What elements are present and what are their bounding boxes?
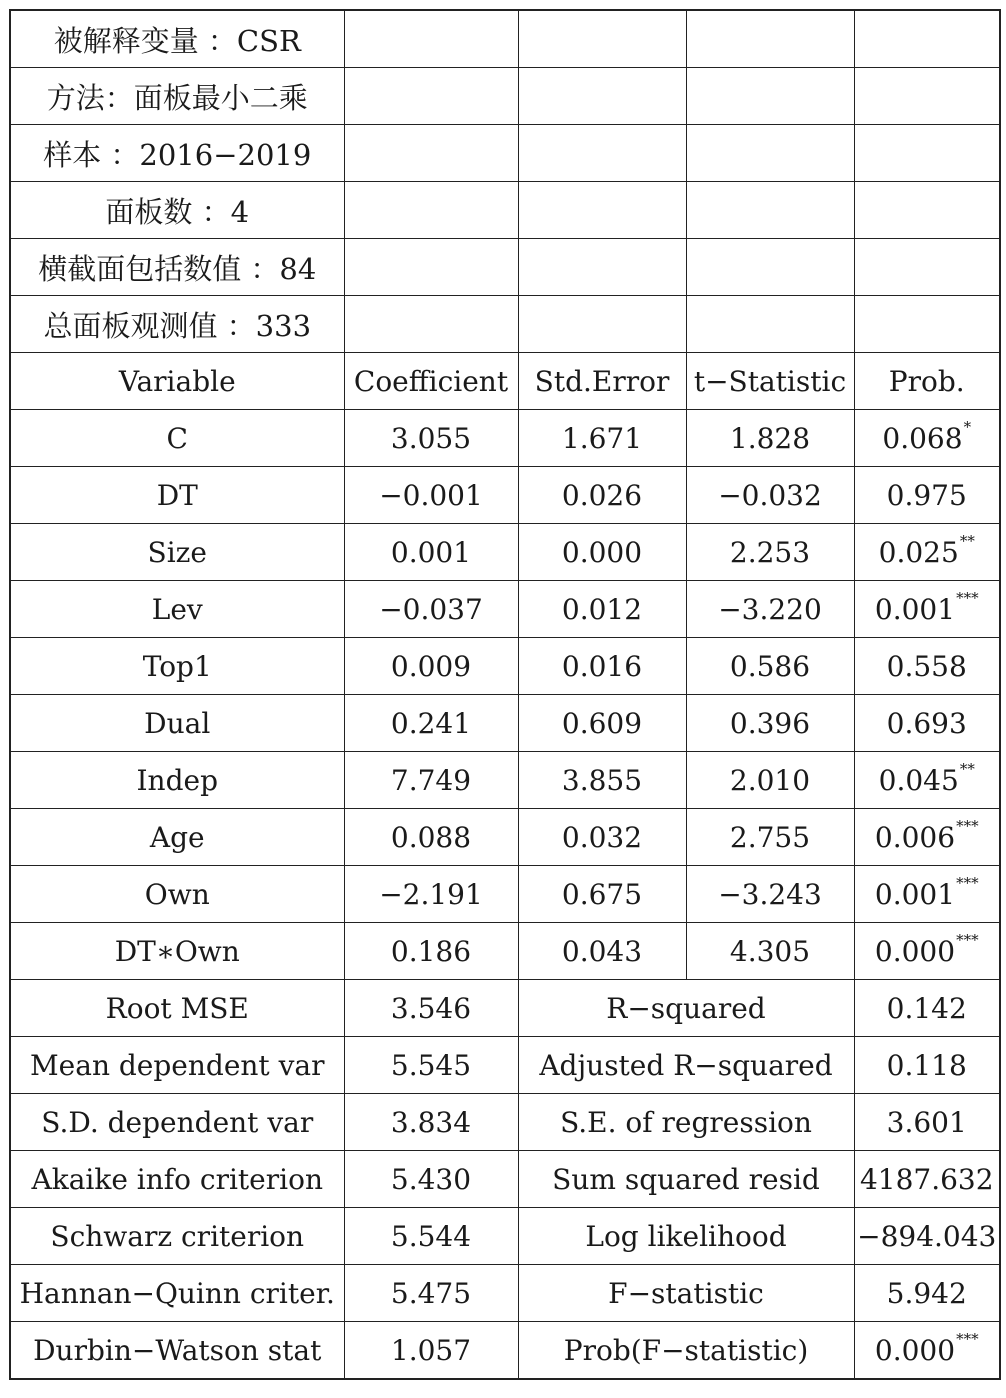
empty-cell <box>686 68 854 125</box>
stat-value-right <box>854 1265 1000 1322</box>
stat-value-right <box>854 1151 1000 1208</box>
prob-value-text: 0.025 <box>878 535 959 569</box>
coefficient-value <box>344 638 518 695</box>
empty-cell <box>686 296 854 353</box>
prob-value <box>854 809 1000 866</box>
stat-label-right-text: Adjusted R−squared <box>539 1048 833 1082</box>
empty-cell <box>344 10 518 68</box>
stat-value-left-text: 3.834 <box>390 1105 472 1139</box>
std-error-value <box>518 638 686 695</box>
std-error-value <box>518 752 686 809</box>
significance-stars: *** <box>956 588 979 607</box>
prob-value <box>854 524 1000 581</box>
stats-row <box>10 980 1000 1037</box>
coefficient-value <box>344 410 518 467</box>
meta-row <box>10 182 1000 239</box>
significance-stars: *** <box>956 1329 979 1348</box>
stat-value-left-text: 1.057 <box>390 1333 472 1367</box>
empty-cell <box>686 239 854 296</box>
prob-value <box>854 923 1000 980</box>
prob-value <box>854 581 1000 638</box>
std-error-value-text: 1.671 <box>561 421 643 455</box>
empty-cell <box>854 296 1000 353</box>
empty-cell <box>686 182 854 239</box>
t-statistic-value <box>686 695 854 752</box>
stat-value-right-text: 3.601 <box>886 1105 967 1139</box>
t-statistic-value-text: 2.253 <box>729 535 811 569</box>
empty-cell <box>518 125 686 182</box>
stat-value-left-text: 5.544 <box>390 1219 472 1253</box>
coefficient-value <box>344 524 518 581</box>
significance-stars: ** <box>959 531 975 550</box>
coefficient-value <box>344 581 518 638</box>
stat-label-left <box>10 1208 344 1265</box>
variable-row <box>10 524 1000 581</box>
std-error-value-text: 0.675 <box>561 877 643 911</box>
stat-value-right-text: 0.118 <box>886 1048 967 1082</box>
variable-name <box>10 809 344 866</box>
t-statistic-value <box>686 410 854 467</box>
std-error-value-text: 0.016 <box>561 649 643 683</box>
stat-label-left <box>10 1322 344 1380</box>
stat-value-left <box>344 1037 518 1094</box>
variable-name <box>10 695 344 752</box>
std-error-value-text: 0.000 <box>561 535 643 569</box>
coefficient-value <box>344 695 518 752</box>
stat-value-right <box>854 1322 1000 1380</box>
prob-value <box>854 638 1000 695</box>
prob-value-text: 0.693 <box>886 706 967 740</box>
significance-stars: ** <box>959 759 975 778</box>
stats-row <box>10 1037 1000 1094</box>
empty-cell <box>854 182 1000 239</box>
significance-stars: *** <box>956 873 979 892</box>
stats-row <box>10 1094 1000 1151</box>
stat-value-right-text: 5.942 <box>886 1276 967 1310</box>
empty-cell <box>518 68 686 125</box>
std-error-value <box>518 923 686 980</box>
stat-label-left <box>10 980 344 1037</box>
stat-label-left-text: Durbin−Watson stat <box>33 1333 322 1367</box>
stats-row <box>10 1208 1000 1265</box>
significance-stars: *** <box>956 816 979 835</box>
variable-name <box>10 752 344 809</box>
regression-table-body <box>10 10 1000 1379</box>
stat-label-left <box>10 1037 344 1094</box>
meta-cell: 被解释变量 ：CSR <box>10 10 344 68</box>
coefficient-value-text: 7.749 <box>390 763 472 797</box>
std-error-value <box>518 809 686 866</box>
empty-cell <box>344 68 518 125</box>
stat-label-left-text: Root MSE <box>105 991 249 1025</box>
std-error-value <box>518 524 686 581</box>
stat-value-left-text: 5.430 <box>390 1162 472 1196</box>
stat-value-right <box>854 1094 1000 1151</box>
stat-value-left-text: 5.475 <box>390 1276 472 1310</box>
std-error-value-text: 0.032 <box>561 820 643 854</box>
variable-name <box>10 866 344 923</box>
stat-label-left-text: Mean dependent var <box>30 1048 325 1082</box>
variable-name <box>10 581 344 638</box>
stat-label-left <box>10 1094 344 1151</box>
variable-row <box>10 809 1000 866</box>
std-error-value <box>518 410 686 467</box>
empty-cell <box>854 239 1000 296</box>
stat-value-right-text: 0.142 <box>886 991 967 1025</box>
variable-name <box>10 638 344 695</box>
variable-name <box>10 410 344 467</box>
stat-label-right-text: Sum squared resid <box>552 1162 820 1196</box>
regression-table <box>9 9 1001 1380</box>
empty-cell <box>344 125 518 182</box>
t-statistic-value-text: −0.032 <box>718 478 822 512</box>
t-statistic-value-text: 1.828 <box>729 421 811 455</box>
stat-value-right <box>854 1208 1000 1265</box>
std-error-value <box>518 695 686 752</box>
t-statistic-value-text: −3.243 <box>718 877 822 911</box>
stat-value-right-text: 4187.632 <box>859 1162 994 1196</box>
prob-value <box>854 695 1000 752</box>
variable-row <box>10 638 1000 695</box>
variable-row <box>10 467 1000 524</box>
stat-value-left <box>344 1151 518 1208</box>
header-variable: Variable <box>10 353 344 410</box>
stat-label-right <box>518 980 854 1037</box>
std-error-value-text: 0.012 <box>561 592 643 626</box>
stat-label-right <box>518 1037 854 1094</box>
t-statistic-value-text: 2.010 <box>729 763 811 797</box>
variable-name-text: Own <box>144 877 210 911</box>
std-error-value-text: 0.609 <box>561 706 643 740</box>
meta-cell: 方法：面板最小二乘 <box>10 68 344 125</box>
stats-row <box>10 1151 1000 1208</box>
stat-label-right <box>518 1151 854 1208</box>
meta-row <box>10 68 1000 125</box>
stat-label-left-text: Hannan−Quinn criter. <box>19 1276 335 1310</box>
empty-cell <box>518 296 686 353</box>
stat-value-right-text: −894.043 <box>857 1219 997 1253</box>
stats-row <box>10 1265 1000 1322</box>
header-std-error: Std.Error <box>518 353 686 410</box>
coefficient-value-text: 0.001 <box>390 535 472 569</box>
t-statistic-value <box>686 809 854 866</box>
variable-row <box>10 695 1000 752</box>
stat-value-left <box>344 980 518 1037</box>
empty-cell <box>854 68 1000 125</box>
empty-cell <box>686 10 854 68</box>
t-statistic-value <box>686 638 854 695</box>
coefficient-value <box>344 923 518 980</box>
stats-row <box>10 1322 1000 1380</box>
header-row <box>10 353 1000 410</box>
t-statistic-value-text: 2.755 <box>729 820 811 854</box>
empty-cell <box>518 239 686 296</box>
meta-cell: 面板数 ：4 <box>10 182 344 239</box>
std-error-value-text: 0.026 <box>561 478 643 512</box>
stat-value-left <box>344 1265 518 1322</box>
stat-value-left <box>344 1322 518 1380</box>
coefficient-value-text: −2.191 <box>379 877 483 911</box>
stat-value-left <box>344 1094 518 1151</box>
prob-value-text: 0.001 <box>874 877 956 911</box>
variable-row <box>10 866 1000 923</box>
stat-label-left <box>10 1151 344 1208</box>
meta-row <box>10 125 1000 182</box>
t-statistic-value-text: 0.586 <box>729 649 811 683</box>
prob-value-text: 0.006 <box>874 820 956 854</box>
prob-value <box>854 467 1000 524</box>
stat-label-right <box>518 1265 854 1322</box>
empty-cell <box>344 182 518 239</box>
coefficient-value-text: −0.001 <box>379 478 483 512</box>
t-statistic-value-text: 4.305 <box>729 934 811 968</box>
variable-name-text: Lev <box>151 592 203 626</box>
meta-row <box>10 239 1000 296</box>
variable-name-text: DT∗Own <box>114 934 240 968</box>
stat-label-right-text: R−squared <box>606 991 766 1025</box>
coefficient-value <box>344 467 518 524</box>
empty-cell <box>518 182 686 239</box>
stat-value-left-text: 5.545 <box>390 1048 472 1082</box>
coefficient-value-text: 0.186 <box>390 934 472 968</box>
meta-cell: 总面板观测值 ：333 <box>10 296 344 353</box>
std-error-value <box>518 467 686 524</box>
prob-value-text: 0.975 <box>886 478 967 512</box>
header-coefficient: Coefficient <box>344 353 518 410</box>
t-statistic-value <box>686 923 854 980</box>
stat-label-right <box>518 1208 854 1265</box>
coefficient-value-text: 0.009 <box>390 649 472 683</box>
prob-value-text: 0.558 <box>886 649 967 683</box>
stat-label-left-text: S.D. dependent var <box>41 1105 314 1139</box>
stat-value-left <box>344 1208 518 1265</box>
prob-value-text: 0.001 <box>874 592 956 626</box>
stat-label-right-text: Prob(F−statistic) <box>563 1333 809 1367</box>
stat-label-left-text: Schwarz criterion <box>50 1219 305 1253</box>
significance-stars: * <box>963 417 972 436</box>
stat-value-right <box>854 1037 1000 1094</box>
stat-label-left <box>10 1265 344 1322</box>
t-statistic-value <box>686 581 854 638</box>
stat-label-right-text: S.E. of regression <box>560 1105 812 1139</box>
variable-name-text: C <box>166 421 188 455</box>
coefficient-value-text: 3.055 <box>390 421 472 455</box>
meta-cell: 样本 ：2016−2019 <box>10 125 344 182</box>
coefficient-value-text: 0.088 <box>390 820 472 854</box>
variable-name <box>10 467 344 524</box>
prob-value <box>854 866 1000 923</box>
stat-label-right-text: F−statistic <box>608 1276 764 1310</box>
stat-label-right <box>518 1322 854 1380</box>
variable-name-text: Top1 <box>142 649 212 683</box>
t-statistic-value-text: 0.396 <box>729 706 811 740</box>
header-prob: Prob. <box>854 353 1000 410</box>
meta-cell: 横截面包括数值 ：84 <box>10 239 344 296</box>
stat-value-left-text: 3.546 <box>390 991 472 1025</box>
prob-value-text: 0.068 <box>882 421 963 455</box>
t-statistic-value-text: −3.220 <box>718 592 822 626</box>
meta-row <box>10 10 1000 68</box>
t-statistic-value <box>686 752 854 809</box>
meta-row <box>10 296 1000 353</box>
variable-name-text: DT <box>156 478 198 512</box>
empty-cell <box>854 10 1000 68</box>
t-statistic-value <box>686 866 854 923</box>
prob-value-text: 0.045 <box>878 763 959 797</box>
std-error-value-text: 0.043 <box>561 934 643 968</box>
variable-row <box>10 923 1000 980</box>
variable-name-text: Age <box>149 820 205 854</box>
stat-label-left-text: Akaike info criterion <box>31 1162 323 1196</box>
empty-cell <box>344 296 518 353</box>
variable-row <box>10 752 1000 809</box>
coefficient-value <box>344 809 518 866</box>
std-error-value <box>518 866 686 923</box>
t-statistic-value <box>686 467 854 524</box>
variable-name-text: Dual <box>144 706 211 740</box>
empty-cell <box>686 125 854 182</box>
variable-name-text: Indep <box>136 763 218 797</box>
stat-label-right-text: Log likelihood <box>585 1219 787 1253</box>
stat-label-right <box>518 1094 854 1151</box>
std-error-value-text: 3.855 <box>561 763 643 797</box>
empty-cell <box>854 125 1000 182</box>
variable-row <box>10 410 1000 467</box>
variable-name-text: Size <box>147 535 207 569</box>
stat-value-right-text: 0.000 <box>874 1333 956 1367</box>
coefficient-value-text: −0.037 <box>379 592 483 626</box>
coefficient-value <box>344 866 518 923</box>
prob-value <box>854 410 1000 467</box>
t-statistic-value <box>686 524 854 581</box>
coefficient-value <box>344 752 518 809</box>
variable-name <box>10 524 344 581</box>
prob-value-text: 0.000 <box>874 934 956 968</box>
header-t-statistic: t−Statistic <box>686 353 854 410</box>
empty-cell <box>518 10 686 68</box>
prob-value <box>854 752 1000 809</box>
significance-stars: *** <box>956 930 979 949</box>
empty-cell <box>344 239 518 296</box>
coefficient-value-text: 0.241 <box>390 706 472 740</box>
stat-value-right <box>854 980 1000 1037</box>
variable-name <box>10 923 344 980</box>
std-error-value <box>518 581 686 638</box>
variable-row <box>10 581 1000 638</box>
